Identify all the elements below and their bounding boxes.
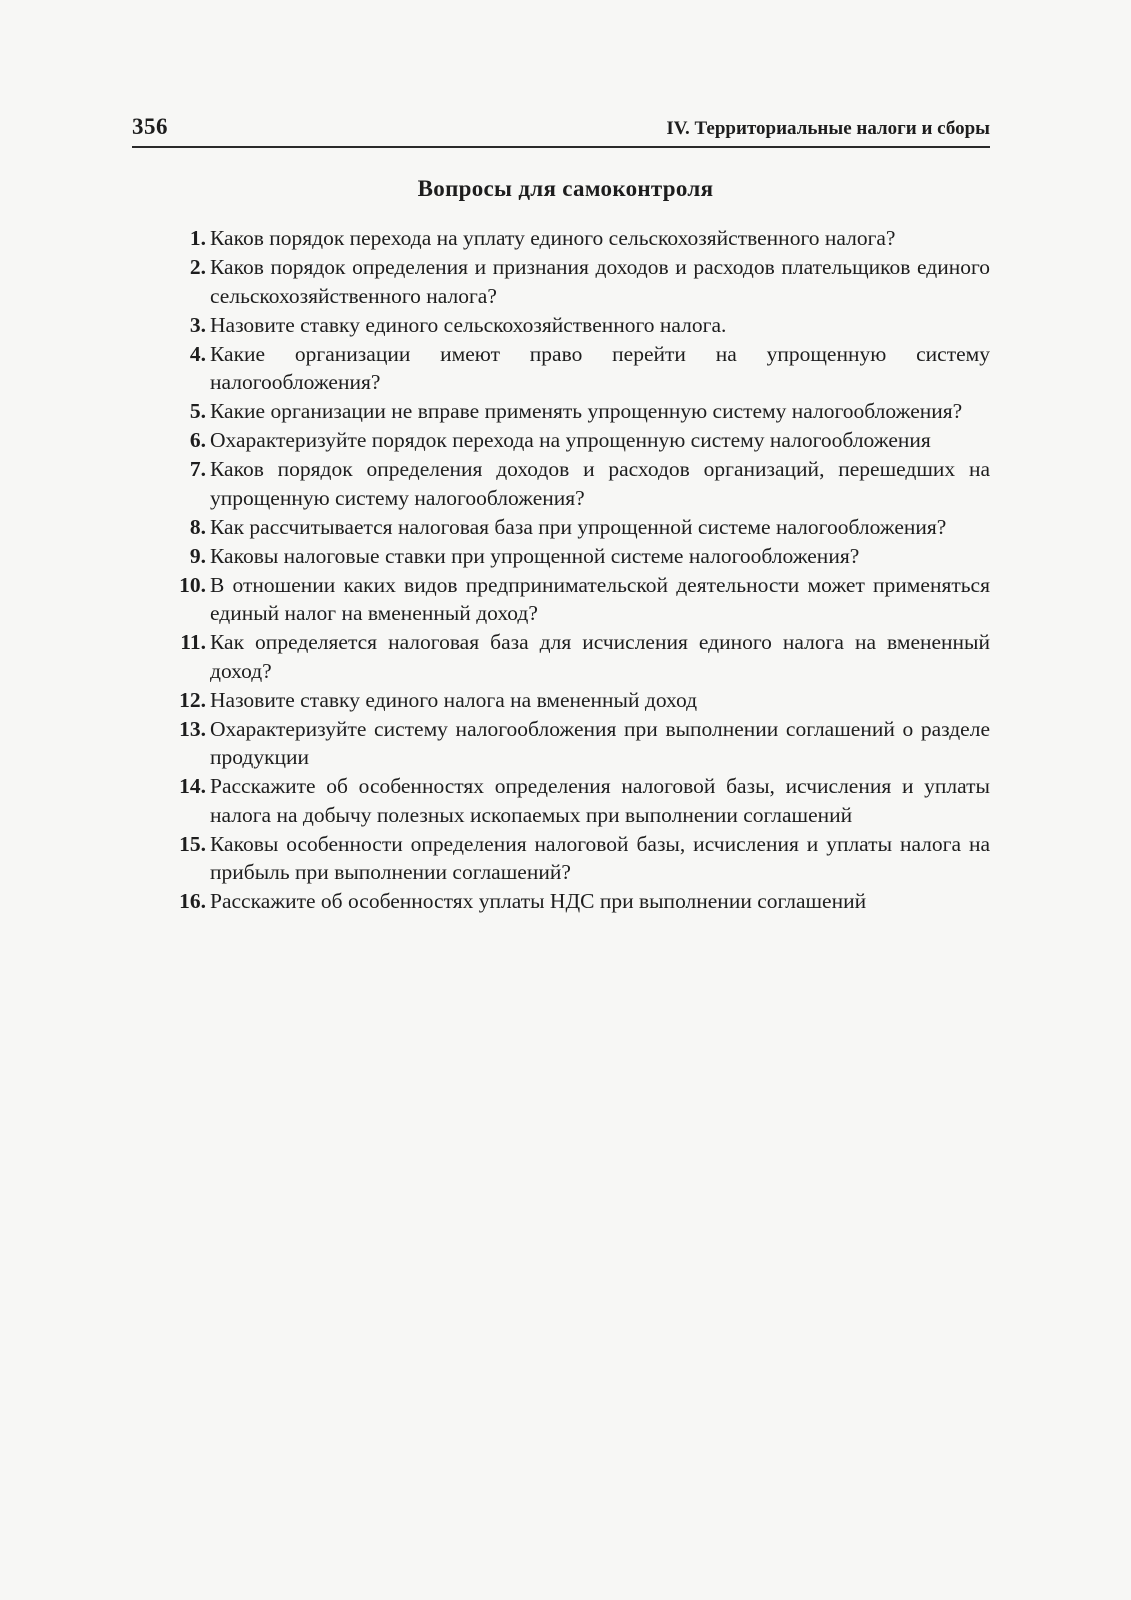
question-text: Каков порядок определения и признания доходов и расходов плательщиков единого сельскохозяйственного налога? (210, 255, 990, 308)
question-item (160, 887, 990, 916)
question-item (160, 830, 990, 887)
questions-list (160, 224, 990, 916)
question-number: 11. (180, 630, 206, 654)
question-text: Какие организации имеют право перейти на упрощенную систему налогообложения? (210, 341, 990, 394)
question-text: Назовите ставку единого сельскохозяйственного налога. (210, 312, 727, 337)
question-item (160, 571, 990, 628)
question-number: 12. (179, 687, 206, 712)
running-head (132, 114, 990, 140)
section-title: IV. Территориальные налоги и сборы (666, 118, 990, 139)
question-number: 4. (189, 341, 206, 366)
question-number: 3. (189, 312, 206, 337)
question-text: Каков порядок перехода на уплату единого сельскохозяйственного налога? (210, 226, 896, 250)
question-text: Охарактеризуйте систему налогообложения при выполнении соглашений о разделе продукции (210, 716, 990, 769)
question-text: Охарактеризуйте порядок перехода на упрощенную систему налогообложения (210, 428, 931, 452)
question-item (160, 715, 990, 772)
question-number: 8. (189, 514, 206, 539)
question-item (160, 513, 990, 542)
question-number: 9. (189, 543, 206, 568)
question-item (160, 455, 990, 512)
question-text: Как рассчитывается налоговая база при упрощенной системе налогообложения? (210, 514, 947, 539)
question-item (160, 311, 990, 340)
question-item (160, 686, 990, 715)
question-item (160, 426, 990, 455)
question-item (160, 340, 990, 397)
question-text: Каковы особенности определения налоговой базы, исчисления и уплаты налога на прибыль при выполнении соглашений? (210, 831, 990, 884)
question-text: Какие организации не вправе применять упрощенную систему налогообложения? (210, 399, 963, 423)
question-item (160, 628, 990, 685)
header-rule (132, 146, 990, 148)
question-number: 10. (179, 572, 206, 597)
questions-heading: Вопросы для самоконтроля (417, 176, 714, 201)
question-number: 13. (179, 716, 206, 741)
question-text: Расскажите об особенностях уплаты НДС при выполнении соглашений (210, 889, 867, 913)
question-item (160, 542, 990, 571)
question-number: 16. (179, 889, 206, 913)
question-text: Каковы налоговые ставки при упрощенной системе налогообложения? (210, 543, 860, 568)
page-number: 356 (132, 114, 168, 139)
question-text: Расскажите об особенностях определения налоговой базы, исчисления и уплаты налога на добычу полезных ископаемых при выполнении соглашений (210, 774, 990, 827)
question-item (160, 253, 990, 310)
question-number: 1. (189, 226, 206, 250)
question-number: 2. (189, 255, 206, 279)
question-number: 14. (179, 774, 206, 798)
question-number: 5. (189, 399, 206, 423)
question-text: Как определяется налоговая база для исчисления единого налога на вмененный доход? (210, 630, 990, 683)
question-text: Каков порядок определения доходов и расходов организаций, перешедших на упрощенную систему налогообложения? (210, 457, 990, 510)
question-text: В отношении каких видов предпринимательской деятельности может применяться единый налог на вмененный доход? (210, 572, 990, 625)
question-item (160, 224, 990, 253)
question-text: Назовите ставку единого налога на вмененный доход (210, 687, 698, 712)
question-number: 15. (179, 831, 206, 856)
question-item (160, 772, 990, 829)
question-number: 6. (189, 428, 206, 452)
question-number: 7. (189, 457, 206, 481)
question-item (160, 397, 990, 426)
